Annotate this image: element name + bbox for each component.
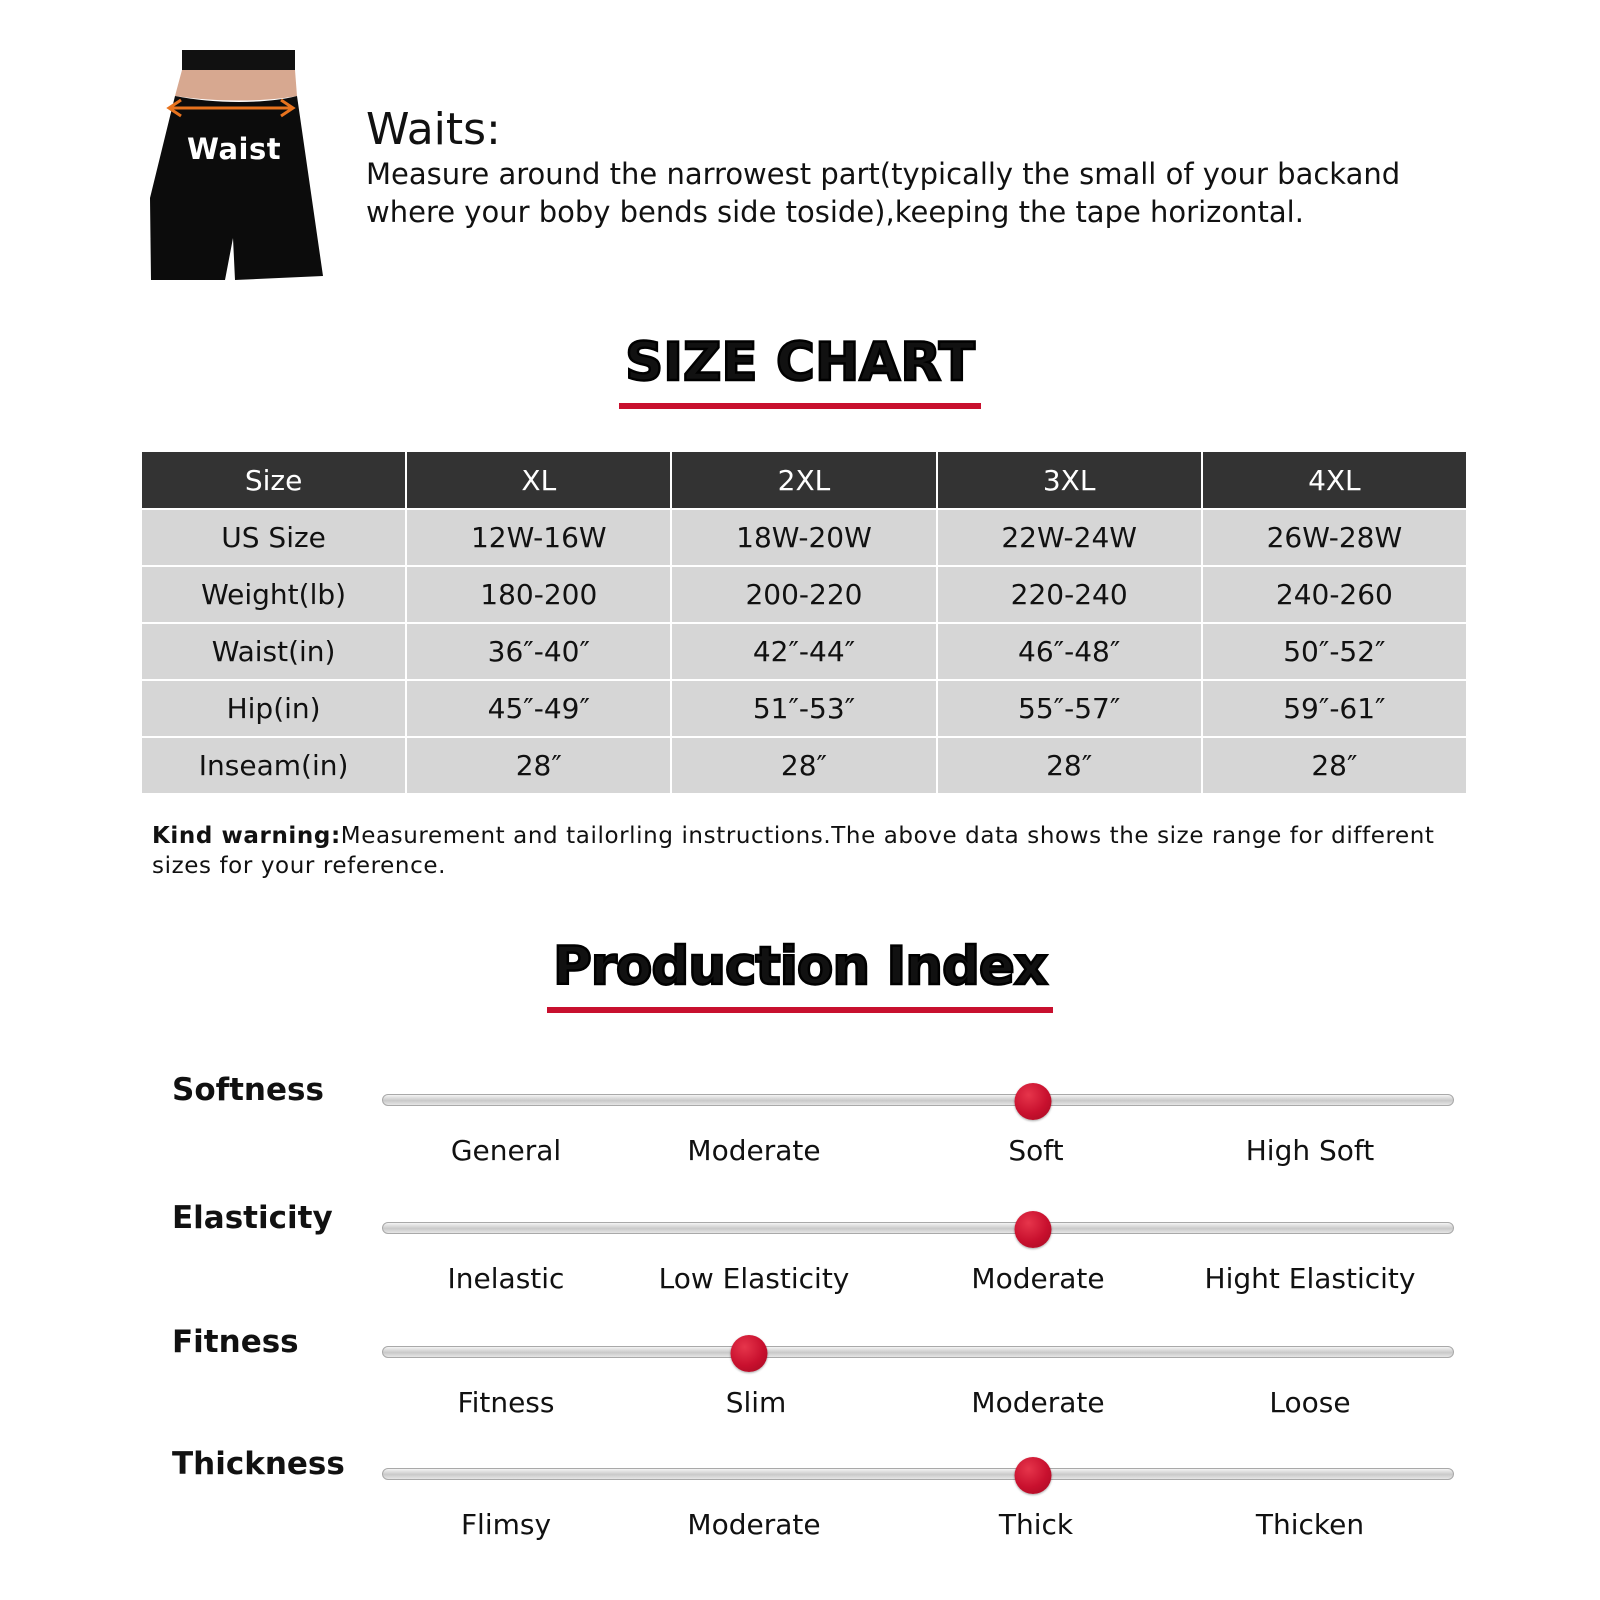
table-header-row — [141, 451, 1467, 509]
row-label: Hip(in) — [141, 680, 406, 737]
warning-lead: Kind warning: — [152, 823, 341, 849]
table-cell: 28″ — [1202, 737, 1467, 794]
table-cell: 180-200 — [406, 566, 671, 623]
table-row — [141, 509, 1467, 566]
kind-warning — [152, 821, 1462, 881]
metric-softness — [0, 1072, 1600, 1182]
fitness-slider-track[interactable] — [382, 1346, 1454, 1358]
level-label: General — [450, 1134, 562, 1167]
column-header: XL — [406, 451, 671, 509]
table-cell: 12W-16W — [406, 509, 671, 566]
waist-illustration — [145, 48, 330, 288]
table-cell: 28″ — [671, 737, 936, 794]
table-cell: 55″-57″ — [937, 680, 1202, 737]
table-row — [141, 680, 1467, 737]
level-label: Loose — [1269, 1386, 1351, 1419]
level-label: Flimsy — [460, 1508, 552, 1541]
metric-label: Elasticity — [172, 1200, 333, 1236]
column-header: 4XL — [1202, 451, 1467, 509]
size-chart-heading: SIZE CHART — [619, 336, 981, 409]
level-label: Fitness — [457, 1386, 555, 1419]
table-cell: 200-220 — [671, 566, 936, 623]
table-row — [141, 623, 1467, 680]
row-label: Weight(lb) — [141, 566, 406, 623]
table-cell: 59″-61″ — [1202, 680, 1467, 737]
column-header: 3XL — [937, 451, 1202, 509]
level-label: Moderate — [971, 1262, 1105, 1295]
level-label: Soft — [1008, 1134, 1064, 1167]
level-label: Low Elasticity — [658, 1262, 850, 1295]
metric-elasticity — [0, 1200, 1600, 1310]
table-cell: 18W-20W — [671, 509, 936, 566]
elasticity-levels — [382, 1262, 1454, 1302]
thickness-slider-knob[interactable] — [1015, 1457, 1052, 1494]
table-cell: 42″-44″ — [671, 623, 936, 680]
elasticity-slider-knob[interactable] — [1015, 1211, 1052, 1248]
table-row — [141, 737, 1467, 794]
softness-levels — [382, 1134, 1454, 1174]
row-label: US Size — [141, 509, 406, 566]
metric-label: Fitness — [172, 1324, 299, 1360]
table-cell: 51″-53″ — [671, 680, 936, 737]
leggings-icon — [145, 48, 330, 288]
level-label: Thick — [998, 1508, 1074, 1541]
level-label: Thicken — [1255, 1508, 1365, 1541]
table-cell: 46″-48″ — [937, 623, 1202, 680]
table-cell: 28″ — [406, 737, 671, 794]
metric-label: Thickness — [172, 1446, 345, 1482]
table-cell: 50″-52″ — [1202, 623, 1467, 680]
softness-slider-track[interactable] — [382, 1094, 1454, 1106]
level-label: Slim — [725, 1386, 787, 1419]
waist-description: Measure around the narrowest part(typically the small of your backand where your boby bends side toside),keeping the tape horizontal. — [366, 157, 1401, 229]
warning-text: Measurement and tailorling instructions.The above data shows the size range for different sizes for your reference. — [152, 823, 1435, 879]
column-header: 2XL — [671, 451, 936, 509]
metric-label: Softness — [172, 1072, 324, 1108]
table-cell: 36″-40″ — [406, 623, 671, 680]
row-label: Waist(in) — [141, 623, 406, 680]
table-cell: 26W-28W — [1202, 509, 1467, 566]
softness-slider-knob[interactable] — [1015, 1083, 1052, 1120]
table-row — [141, 566, 1467, 623]
size-chart-heading-wrap — [0, 332, 1600, 409]
fitness-slider-knob[interactable] — [731, 1335, 768, 1372]
table-cell: 240-260 — [1202, 566, 1467, 623]
production-index-heading: Production Index — [547, 940, 1053, 1013]
production-index-heading-wrap — [0, 936, 1600, 1013]
thickness-slider-track[interactable] — [382, 1468, 1454, 1480]
column-header: Size — [141, 451, 406, 509]
level-label: High Soft — [1245, 1134, 1375, 1167]
metric-fitness — [0, 1324, 1600, 1434]
level-label: Moderate — [971, 1386, 1105, 1419]
waist-title: Waits: — [366, 104, 501, 155]
thickness-levels — [382, 1508, 1454, 1548]
level-label: Moderate — [687, 1134, 821, 1167]
row-label: Inseam(in) — [141, 737, 406, 794]
waist-figure-label: Waist — [187, 132, 282, 166]
table-cell: 22W-24W — [937, 509, 1202, 566]
table-cell: 45″-49″ — [406, 680, 671, 737]
fitness-levels — [382, 1386, 1454, 1426]
metric-thickness — [0, 1446, 1600, 1556]
level-label: Moderate — [687, 1508, 821, 1541]
size-table — [140, 450, 1468, 795]
elasticity-slider-track[interactable] — [382, 1222, 1454, 1234]
level-label: Hight Elasticity — [1204, 1262, 1416, 1295]
table-cell: 28″ — [937, 737, 1202, 794]
level-label: Inelastic — [447, 1262, 565, 1295]
table-cell: 220-240 — [937, 566, 1202, 623]
